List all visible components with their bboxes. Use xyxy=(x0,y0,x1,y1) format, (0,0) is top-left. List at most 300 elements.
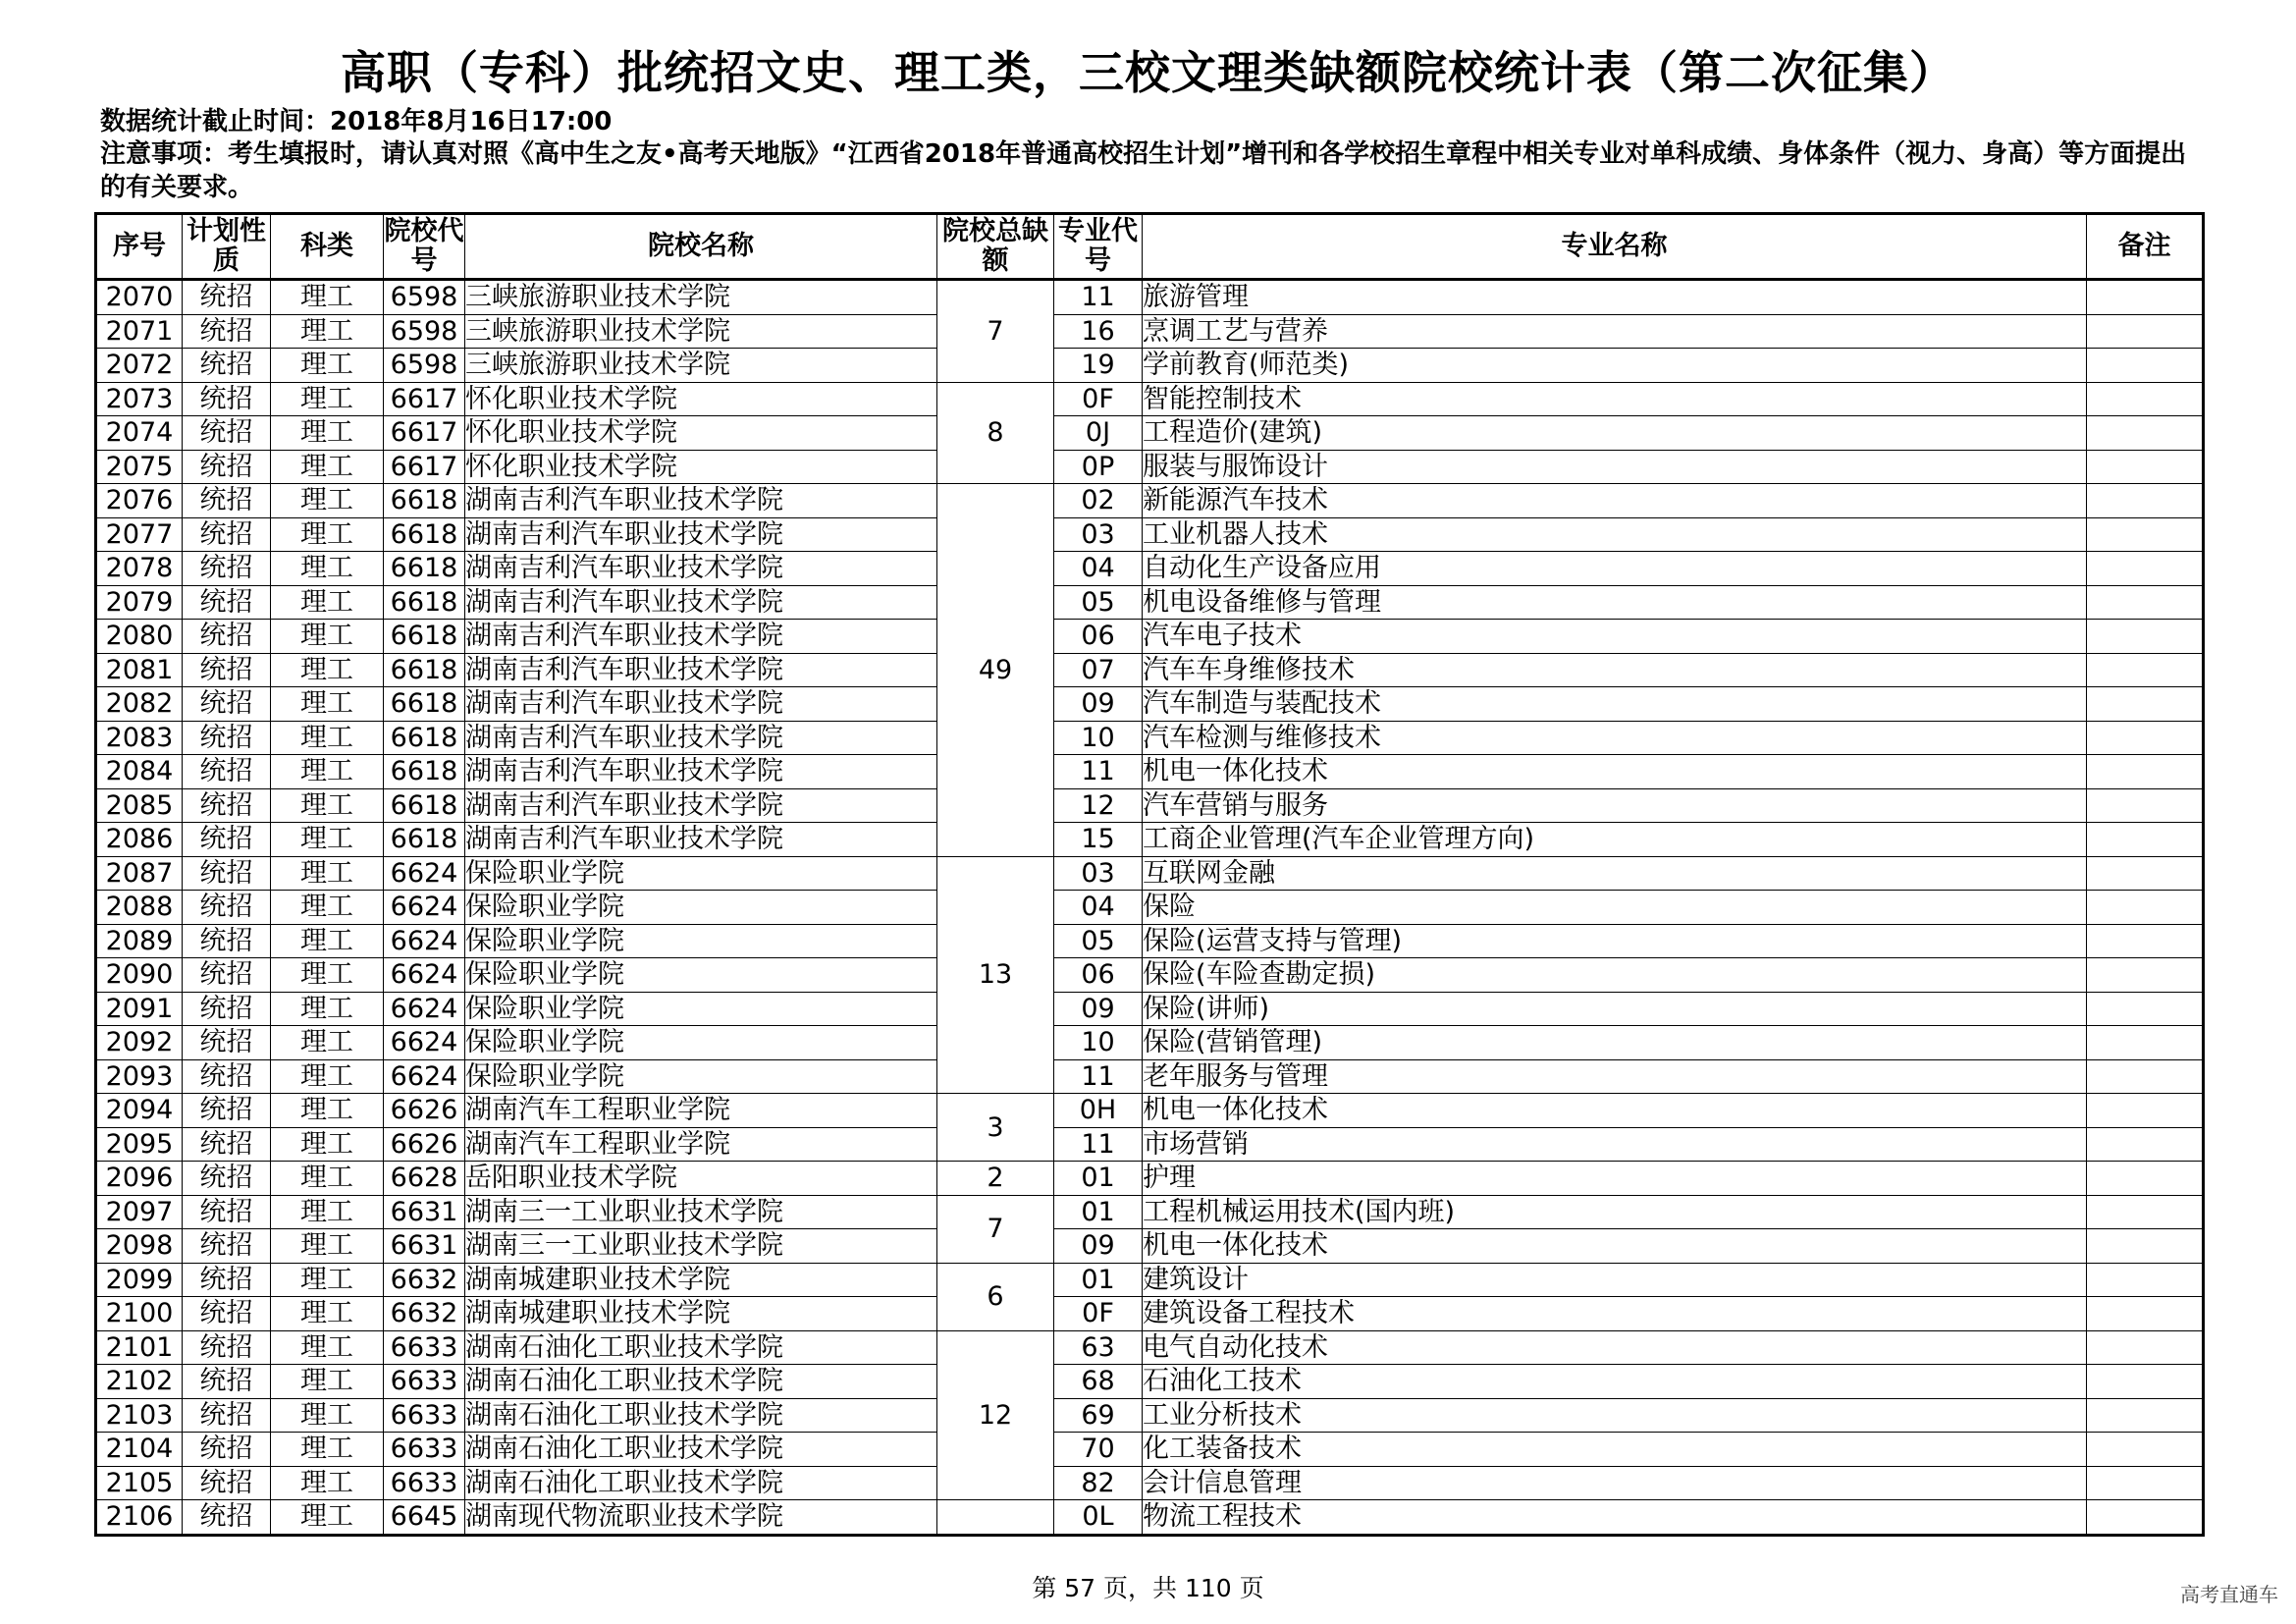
cell-remark xyxy=(2087,349,2204,383)
cell-major-code: 04 xyxy=(1054,552,1143,586)
cell-major-name: 互联网金融 xyxy=(1143,856,2087,891)
cell-major-code: 0H xyxy=(1054,1094,1143,1128)
cell-seq: 2074 xyxy=(96,416,183,451)
table-row xyxy=(96,653,2204,687)
cell-seq: 2098 xyxy=(96,1229,183,1264)
cell-seq: 2092 xyxy=(96,1026,183,1060)
cell-category: 理工 xyxy=(271,416,384,451)
cell-seq: 2104 xyxy=(96,1433,183,1467)
cell-major-code: 15 xyxy=(1054,823,1143,857)
cell-seq: 2086 xyxy=(96,823,183,857)
cell-category: 理工 xyxy=(271,484,384,518)
cell-category: 理工 xyxy=(271,1433,384,1467)
cell-major-code: 11 xyxy=(1054,755,1143,789)
header-major-code: 专业代号 xyxy=(1054,214,1143,280)
cell-school-name: 湖南城建职业技术学院 xyxy=(465,1263,937,1297)
cell-total-vacancy: 6 xyxy=(937,1263,1054,1330)
cell-school-name: 三峡旅游职业技术学院 xyxy=(465,280,937,315)
cell-category: 理工 xyxy=(271,1127,384,1162)
cell-school-code: 6624 xyxy=(384,856,465,891)
cell-major-name: 工程造价(建筑) xyxy=(1143,416,2087,451)
cell-seq: 2103 xyxy=(96,1398,183,1433)
cell-major-name: 老年服务与管理 xyxy=(1143,1059,2087,1094)
cell-major-name: 汽车营销与服务 xyxy=(1143,788,2087,823)
cell-remark xyxy=(2087,1365,2204,1399)
cell-total-vacancy: 2 xyxy=(937,1162,1054,1196)
table-row xyxy=(96,958,2204,993)
cell-plan-nature: 统招 xyxy=(183,1500,271,1536)
cell-remark xyxy=(2087,1229,2204,1264)
cell-school-code: 6618 xyxy=(384,823,465,857)
cell-category: 理工 xyxy=(271,823,384,857)
cell-seq: 2094 xyxy=(96,1094,183,1128)
table-row xyxy=(96,1433,2204,1467)
cell-major-name: 服装与服饰设计 xyxy=(1143,450,2087,484)
cell-major-name: 建筑设备工程技术 xyxy=(1143,1297,2087,1331)
cell-total-vacancy: 7 xyxy=(937,280,1054,383)
cell-plan-nature: 统招 xyxy=(183,450,271,484)
cell-plan-nature: 统招 xyxy=(183,958,271,993)
cell-remark xyxy=(2087,1433,2204,1467)
cell-total-vacancy: 12 xyxy=(937,1330,1054,1500)
cell-major-code: 09 xyxy=(1054,687,1143,722)
cell-remark xyxy=(2087,1263,2204,1297)
cell-seq: 2095 xyxy=(96,1127,183,1162)
cell-major-code: 69 xyxy=(1054,1398,1143,1433)
cell-school-name: 保险职业学院 xyxy=(465,958,937,993)
cell-category: 理工 xyxy=(271,1297,384,1331)
cell-school-name: 湖南城建职业技术学院 xyxy=(465,1297,937,1331)
cell-school-code: 6624 xyxy=(384,1026,465,1060)
cell-plan-nature: 统招 xyxy=(183,1059,271,1094)
cell-major-name: 化工装备技术 xyxy=(1143,1433,2087,1467)
cell-seq: 2091 xyxy=(96,992,183,1026)
cell-seq: 2105 xyxy=(96,1466,183,1500)
cell-remark xyxy=(2087,517,2204,552)
cell-school-name: 湖南吉利汽车职业技术学院 xyxy=(465,517,937,552)
cell-major-name: 汽车检测与维修技术 xyxy=(1143,721,2087,755)
cell-plan-nature: 统招 xyxy=(183,1026,271,1060)
cell-school-code: 6618 xyxy=(384,788,465,823)
cell-plan-nature: 统招 xyxy=(183,823,271,857)
cell-major-name: 汽车电子技术 xyxy=(1143,620,2087,654)
cell-school-code: 6618 xyxy=(384,721,465,755)
cell-remark xyxy=(2087,687,2204,722)
cell-major-code: 0J xyxy=(1054,416,1143,451)
cell-plan-nature: 统招 xyxy=(183,517,271,552)
cell-major-name: 机电一体化技术 xyxy=(1143,755,2087,789)
cell-school-code: 6624 xyxy=(384,924,465,958)
table-row xyxy=(96,1330,2204,1365)
cell-seq: 2097 xyxy=(96,1195,183,1229)
cell-plan-nature: 统招 xyxy=(183,1297,271,1331)
cell-school-code: 6598 xyxy=(384,314,465,349)
cell-remark xyxy=(2087,992,2204,1026)
cell-school-code: 6624 xyxy=(384,891,465,925)
cell-remark xyxy=(2087,891,2204,925)
cell-seq: 2075 xyxy=(96,450,183,484)
cell-seq: 2096 xyxy=(96,1162,183,1196)
cell-school-name: 湖南吉利汽车职业技术学院 xyxy=(465,788,937,823)
header-major-name: 专业名称 xyxy=(1143,214,2087,280)
cell-remark xyxy=(2087,1026,2204,1060)
header-school-code: 院校代号 xyxy=(384,214,465,280)
cell-plan-nature: 统招 xyxy=(183,1330,271,1365)
table-row xyxy=(96,788,2204,823)
cell-category: 理工 xyxy=(271,552,384,586)
cell-total-vacancy: 13 xyxy=(937,856,1054,1094)
cell-major-code: 11 xyxy=(1054,1127,1143,1162)
table-row xyxy=(96,1398,2204,1433)
cell-school-code: 6632 xyxy=(384,1263,465,1297)
cell-school-code: 6618 xyxy=(384,687,465,722)
table-row xyxy=(96,1500,2204,1536)
cell-seq: 2081 xyxy=(96,653,183,687)
table-row xyxy=(96,1365,2204,1399)
table-body xyxy=(96,280,2204,1536)
cell-plan-nature: 统招 xyxy=(183,1433,271,1467)
cell-seq: 2099 xyxy=(96,1263,183,1297)
cell-school-code: 6645 xyxy=(384,1500,465,1536)
cell-remark xyxy=(2087,721,2204,755)
cell-plan-nature: 统招 xyxy=(183,788,271,823)
cell-seq: 2084 xyxy=(96,755,183,789)
cell-category: 理工 xyxy=(271,653,384,687)
cell-school-code: 6618 xyxy=(384,552,465,586)
cell-major-code: 11 xyxy=(1054,1059,1143,1094)
cell-plan-nature: 统招 xyxy=(183,280,271,315)
cell-major-code: 06 xyxy=(1054,958,1143,993)
cell-plan-nature: 统招 xyxy=(183,1466,271,1500)
cell-school-name: 湖南吉利汽车职业技术学院 xyxy=(465,484,937,518)
cell-school-code: 6633 xyxy=(384,1433,465,1467)
table-row xyxy=(96,687,2204,722)
cell-category: 理工 xyxy=(271,1263,384,1297)
cell-school-name: 湖南吉利汽车职业技术学院 xyxy=(465,687,937,722)
cell-plan-nature: 统招 xyxy=(183,856,271,891)
cell-total-vacancy xyxy=(937,1500,1054,1536)
cell-seq: 2090 xyxy=(96,958,183,993)
header-category: 科类 xyxy=(271,214,384,280)
cell-major-code: 10 xyxy=(1054,1026,1143,1060)
cell-seq: 2100 xyxy=(96,1297,183,1331)
cell-major-name: 保险(讲师) xyxy=(1143,992,2087,1026)
cell-major-code: 0P xyxy=(1054,450,1143,484)
cell-category: 理工 xyxy=(271,992,384,1026)
cell-category: 理工 xyxy=(271,382,384,416)
cell-school-name: 怀化职业技术学院 xyxy=(465,382,937,416)
table-row xyxy=(96,1263,2204,1297)
cell-category: 理工 xyxy=(271,349,384,383)
cell-school-name: 湖南吉利汽车职业技术学院 xyxy=(465,721,937,755)
table-row xyxy=(96,1162,2204,1196)
cell-school-name: 湖南石油化工职业技术学院 xyxy=(465,1466,937,1500)
cell-major-code: 0L xyxy=(1054,1500,1143,1536)
cell-plan-nature: 统招 xyxy=(183,484,271,518)
cell-school-name: 岳阳职业技术学院 xyxy=(465,1162,937,1196)
cell-major-code: 01 xyxy=(1054,1195,1143,1229)
cell-seq: 2077 xyxy=(96,517,183,552)
cell-remark xyxy=(2087,1330,2204,1365)
cell-plan-nature: 统招 xyxy=(183,382,271,416)
cell-school-name: 湖南吉利汽车职业技术学院 xyxy=(465,653,937,687)
cell-remark xyxy=(2087,755,2204,789)
cell-category: 理工 xyxy=(271,958,384,993)
cell-major-name: 新能源汽车技术 xyxy=(1143,484,2087,518)
cell-plan-nature: 统招 xyxy=(183,1398,271,1433)
cell-school-name: 湖南吉利汽车职业技术学院 xyxy=(465,755,937,789)
table-row xyxy=(96,280,2204,315)
cell-remark xyxy=(2087,1059,2204,1094)
cell-plan-nature: 统招 xyxy=(183,924,271,958)
cell-seq: 2070 xyxy=(96,280,183,315)
cell-category: 理工 xyxy=(271,1398,384,1433)
cell-remark xyxy=(2087,1127,2204,1162)
table-row xyxy=(96,823,2204,857)
table-row xyxy=(96,484,2204,518)
cell-remark xyxy=(2087,1398,2204,1433)
cell-school-code: 6618 xyxy=(384,484,465,518)
table-row xyxy=(96,450,2204,484)
cell-major-code: 01 xyxy=(1054,1263,1143,1297)
cell-seq: 2072 xyxy=(96,349,183,383)
cell-remark xyxy=(2087,856,2204,891)
cell-school-code: 6618 xyxy=(384,755,465,789)
cell-remark xyxy=(2087,280,2204,315)
cell-major-code: 10 xyxy=(1054,721,1143,755)
cell-major-name: 工业机器人技术 xyxy=(1143,517,2087,552)
cell-plan-nature: 统招 xyxy=(183,1127,271,1162)
cell-school-name: 保险职业学院 xyxy=(465,992,937,1026)
cell-major-code: 09 xyxy=(1054,992,1143,1026)
cell-category: 理工 xyxy=(271,891,384,925)
cell-remark xyxy=(2087,1162,2204,1196)
cell-school-name: 怀化职业技术学院 xyxy=(465,450,937,484)
watermark: 高考直通车 xyxy=(2180,1583,2278,1606)
cell-school-name: 湖南三一工业职业技术学院 xyxy=(465,1229,937,1264)
cell-major-code: 12 xyxy=(1054,788,1143,823)
header-total-vacancy: 院校总缺额 xyxy=(937,214,1054,280)
cell-remark xyxy=(2087,620,2204,654)
cell-remark xyxy=(2087,788,2204,823)
cell-major-code: 16 xyxy=(1054,314,1143,349)
cell-total-vacancy: 7 xyxy=(937,1195,1054,1263)
cell-major-name: 工程机械运用技术(国内班) xyxy=(1143,1195,2087,1229)
cell-seq: 2106 xyxy=(96,1500,183,1536)
cell-school-name: 保险职业学院 xyxy=(465,856,937,891)
cell-school-name: 湖南石油化工职业技术学院 xyxy=(465,1433,937,1467)
cell-major-name: 汽车制造与装配技术 xyxy=(1143,687,2087,722)
cell-seq: 2101 xyxy=(96,1330,183,1365)
cell-major-code: 03 xyxy=(1054,517,1143,552)
cell-major-code: 11 xyxy=(1054,280,1143,315)
header-school-name: 院校名称 xyxy=(465,214,937,280)
cell-school-name: 湖南现代物流职业技术学院 xyxy=(465,1500,937,1536)
cell-remark xyxy=(2087,1297,2204,1331)
cell-total-vacancy: 8 xyxy=(937,382,1054,484)
cell-school-name: 湖南石油化工职业技术学院 xyxy=(465,1398,937,1433)
table-row xyxy=(96,755,2204,789)
cell-total-vacancy: 3 xyxy=(937,1094,1054,1162)
cell-plan-nature: 统招 xyxy=(183,1195,271,1229)
cell-plan-nature: 统招 xyxy=(183,687,271,722)
cell-plan-nature: 统招 xyxy=(183,1365,271,1399)
cell-plan-nature: 统招 xyxy=(183,992,271,1026)
cell-plan-nature: 统招 xyxy=(183,755,271,789)
cell-school-name: 湖南吉利汽车职业技术学院 xyxy=(465,823,937,857)
cell-major-name: 保险(运营支持与管理) xyxy=(1143,924,2087,958)
cell-category: 理工 xyxy=(271,788,384,823)
cell-major-code: 0F xyxy=(1054,1297,1143,1331)
cell-category: 理工 xyxy=(271,517,384,552)
table-row xyxy=(96,1297,2204,1331)
cell-major-name: 机电一体化技术 xyxy=(1143,1229,2087,1264)
cell-seq: 2085 xyxy=(96,788,183,823)
page-footer: 第 57 页，共 110 页 xyxy=(1032,1574,1264,1602)
cell-plan-nature: 统招 xyxy=(183,1094,271,1128)
cell-plan-nature: 统招 xyxy=(183,1229,271,1264)
cell-plan-nature: 统招 xyxy=(183,552,271,586)
table-row xyxy=(96,552,2204,586)
cell-major-code: 63 xyxy=(1054,1330,1143,1365)
cell-category: 理工 xyxy=(271,620,384,654)
cell-major-code: 04 xyxy=(1054,891,1143,925)
cell-plan-nature: 统招 xyxy=(183,585,271,620)
cell-remark xyxy=(2087,1195,2204,1229)
cell-school-name: 湖南汽车工程职业学院 xyxy=(465,1127,937,1162)
cell-remark xyxy=(2087,653,2204,687)
cell-category: 理工 xyxy=(271,721,384,755)
cell-school-code: 6624 xyxy=(384,992,465,1026)
cell-school-code: 6626 xyxy=(384,1094,465,1128)
cell-seq: 2102 xyxy=(96,1365,183,1399)
cell-school-code: 6618 xyxy=(384,653,465,687)
cell-seq: 2089 xyxy=(96,924,183,958)
header-seq: 序号 xyxy=(96,214,183,280)
deadline-text: 数据统计截止时间：2018年8月16日17:00 xyxy=(100,107,613,136)
table-row xyxy=(96,992,2204,1026)
table-row xyxy=(96,721,2204,755)
cell-major-name: 保险(车险查勘定损) xyxy=(1143,958,2087,993)
cell-major-code: 70 xyxy=(1054,1433,1143,1467)
cell-major-code: 02 xyxy=(1054,484,1143,518)
cell-major-name: 物流工程技术 xyxy=(1143,1500,2087,1536)
cell-remark xyxy=(2087,314,2204,349)
cell-plan-nature: 统招 xyxy=(183,416,271,451)
cell-school-code: 6598 xyxy=(384,349,465,383)
cell-major-code: 05 xyxy=(1054,585,1143,620)
cell-category: 理工 xyxy=(271,314,384,349)
page-title: 高职（专科）批统招文史、理工类，三校文理类缺额院校统计表（第二次征集） xyxy=(341,46,1955,99)
cell-school-name: 湖南汽车工程职业学院 xyxy=(465,1094,937,1128)
cell-school-code: 6617 xyxy=(384,382,465,416)
cell-school-code: 6598 xyxy=(384,280,465,315)
cell-plan-nature: 统招 xyxy=(183,1162,271,1196)
cell-school-code: 6624 xyxy=(384,958,465,993)
cell-plan-nature: 统招 xyxy=(183,620,271,654)
cell-school-name: 湖南吉利汽车职业技术学院 xyxy=(465,620,937,654)
cell-school-name: 湖南吉利汽车职业技术学院 xyxy=(465,585,937,620)
cell-remark xyxy=(2087,823,2204,857)
table-row xyxy=(96,349,2204,383)
cell-remark xyxy=(2087,1466,2204,1500)
cell-remark xyxy=(2087,484,2204,518)
cell-school-code: 6633 xyxy=(384,1365,465,1399)
table-row xyxy=(96,382,2204,416)
header-plan-nature: 计划性质 xyxy=(183,214,271,280)
cell-seq: 2079 xyxy=(96,585,183,620)
cell-major-name: 市场营销 xyxy=(1143,1127,2087,1162)
cell-category: 理工 xyxy=(271,856,384,891)
table-row xyxy=(96,1094,2204,1128)
cell-category: 理工 xyxy=(271,1162,384,1196)
cell-seq: 2076 xyxy=(96,484,183,518)
cell-major-code: 09 xyxy=(1054,1229,1143,1264)
cell-major-code: 82 xyxy=(1054,1466,1143,1500)
cell-major-code: 68 xyxy=(1054,1365,1143,1399)
cell-seq: 2082 xyxy=(96,687,183,722)
cell-category: 理工 xyxy=(271,450,384,484)
cell-school-name: 保险职业学院 xyxy=(465,1059,937,1094)
cell-school-code: 6618 xyxy=(384,517,465,552)
cell-remark xyxy=(2087,958,2204,993)
cell-school-name: 保险职业学院 xyxy=(465,924,937,958)
cell-remark xyxy=(2087,924,2204,958)
cell-school-code: 6617 xyxy=(384,416,465,451)
cell-remark xyxy=(2087,382,2204,416)
cell-major-name: 保险 xyxy=(1143,891,2087,925)
cell-major-name: 建筑设计 xyxy=(1143,1263,2087,1297)
cell-major-name: 电气自动化技术 xyxy=(1143,1330,2087,1365)
table-row xyxy=(96,1059,2204,1094)
table-row xyxy=(96,416,2204,451)
cell-seq: 2083 xyxy=(96,721,183,755)
cell-major-name: 石油化工技术 xyxy=(1143,1365,2087,1399)
cell-major-name: 学前教育(师范类) xyxy=(1143,349,2087,383)
cell-major-code: 06 xyxy=(1054,620,1143,654)
cell-major-name: 保险(营销管理) xyxy=(1143,1026,2087,1060)
cell-school-name: 三峡旅游职业技术学院 xyxy=(465,314,937,349)
cell-major-name: 工商企业管理(汽车企业管理方向) xyxy=(1143,823,2087,857)
cell-category: 理工 xyxy=(271,280,384,315)
cell-remark xyxy=(2087,585,2204,620)
cell-category: 理工 xyxy=(271,1500,384,1536)
cell-school-code: 6626 xyxy=(384,1127,465,1162)
cell-remark xyxy=(2087,450,2204,484)
cell-seq: 2080 xyxy=(96,620,183,654)
table-row xyxy=(96,856,2204,891)
table-row xyxy=(96,620,2204,654)
vacancy-table xyxy=(94,212,2205,1537)
notice-text: 注意事项：考生填报时，请认真对照《高中生之友•高考天地版》“江西省2018年普通高校招生计划”增刊和各学校招生章程中相关专业对单科成绩、身体条件（视力、身高）等方面提出的有关要求。 xyxy=(100,139,2187,202)
cell-category: 理工 xyxy=(271,755,384,789)
cell-major-code: 07 xyxy=(1054,653,1143,687)
cell-seq: 2088 xyxy=(96,891,183,925)
cell-plan-nature: 统招 xyxy=(183,314,271,349)
cell-plan-nature: 统招 xyxy=(183,721,271,755)
table-row xyxy=(96,1026,2204,1060)
cell-category: 理工 xyxy=(271,1026,384,1060)
cell-seq: 2073 xyxy=(96,382,183,416)
cell-major-name: 烹调工艺与营养 xyxy=(1143,314,2087,349)
table-header-row xyxy=(96,214,2204,280)
cell-major-name: 工业分析技术 xyxy=(1143,1398,2087,1433)
table-row xyxy=(96,314,2204,349)
cell-remark xyxy=(2087,1500,2204,1536)
cell-plan-nature: 统招 xyxy=(183,349,271,383)
cell-seq: 2078 xyxy=(96,552,183,586)
cell-school-code: 6628 xyxy=(384,1162,465,1196)
